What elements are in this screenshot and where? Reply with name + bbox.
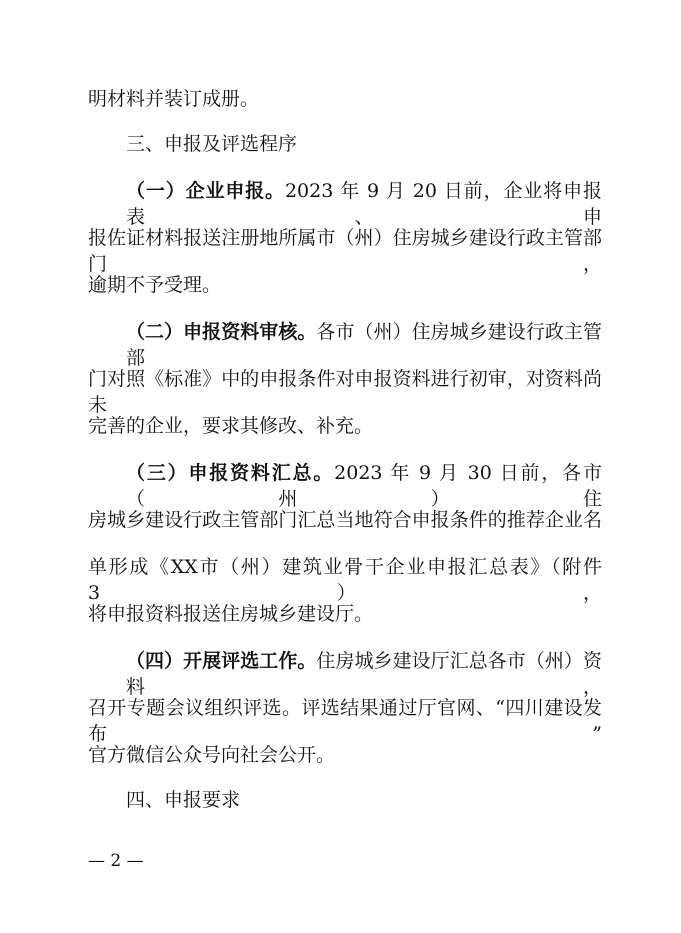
paragraph-line: （一）企业申报。2023 年 9 月 20 日前，企业将申报表、申 bbox=[126, 180, 602, 228]
paragraph-line: （三）申报资料汇总。2023 年 9 月 30 日前，各市（州）住 bbox=[126, 462, 602, 510]
subsection-lead: （二）申报资料审核。 bbox=[126, 321, 317, 343]
paragraph-line: 将申报资料报送住房城乡建设厅。 bbox=[88, 603, 374, 625]
paragraph-line: 召开专题会议组织评选。评选结果通过厅官网、“四川建设发布” bbox=[88, 697, 602, 745]
paragraph-line: （四）开展评选工作。住房城乡建设厅汇总各市（州）资料， bbox=[126, 650, 602, 698]
paragraph-line: 官方微信公众号向社会公开。 bbox=[88, 744, 336, 766]
paragraph-line: 房城乡建设行政主管部门汇总当地符合申报条件的推荐企业名 bbox=[88, 509, 602, 531]
paragraph-line: （二）申报资料审核。各市（州）住房城乡建设行政主管部 bbox=[126, 321, 602, 369]
page-number: — 2 — bbox=[88, 851, 144, 871]
subsection-lead: （四）开展评选工作。 bbox=[126, 650, 317, 672]
paragraph-line: 明材料并装订成册。 bbox=[88, 88, 260, 110]
paragraph-line: 报佐证材料报送注册地所属市（州）住房城乡建设行政主管部门， bbox=[88, 227, 602, 275]
section-heading-3: 三、申报及评选程序 bbox=[126, 133, 298, 155]
section-heading-4: 四、申报要求 bbox=[126, 789, 241, 811]
subsection-lead: （一）企业申报。 bbox=[126, 180, 285, 202]
paragraph-line: 完善的企业，要求其修改、补充。 bbox=[88, 415, 374, 437]
paragraph-line: 门对照《标准》中的申报条件对申报资料进行初审，对资料尚未 bbox=[88, 368, 602, 416]
subsection-lead: （三）申报资料汇总。 bbox=[126, 462, 335, 484]
paragraph-line: 逾期不予受理。 bbox=[88, 274, 222, 296]
paragraph-line: 单形成《XX市（州）建筑业骨干企业申报汇总表》（附件 3）， bbox=[88, 556, 602, 604]
